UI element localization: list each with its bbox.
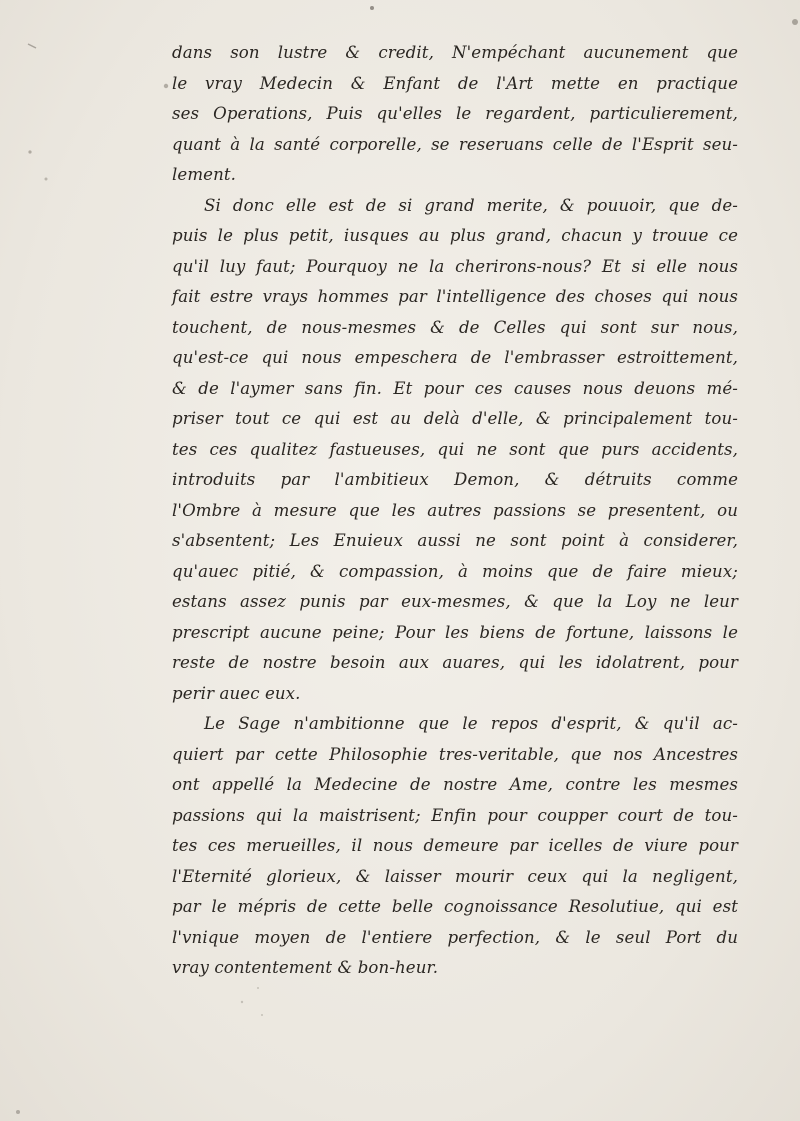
text-line: lement.	[172, 165, 237, 184]
text-line: estans assez punis par eux-mesmes, & que la Loy ne leur	[172, 592, 738, 611]
text-line: prescript aucune peine; Pour les biens de fortune, laissons le	[172, 622, 738, 642]
text-line: ont appellé la Medecine de nostre Ame, contre les mesmes	[172, 775, 738, 794]
text-line: Si donc elle est de si grand merite, & pouuoir, que de-	[204, 195, 738, 215]
paragraph-2	[172, 191, 738, 710]
text-line: dans son lustre & credit, N'empéchant aucunement que	[172, 43, 738, 62]
text-line: vray contentement & bon-heur.	[172, 958, 439, 977]
text-line: touchent, de nous-mesmes & de Celles qui sont sur nous,	[172, 317, 738, 337]
text-line: perir auec eux.	[172, 683, 301, 703]
text-line: ses Operations, Puis qu'elles le regardent, particulierement,	[172, 104, 738, 123]
text-line: l'Ombre à mesure que les autres passions se presentent, ou	[172, 500, 738, 520]
text-line: tes ces merueilles, il nous demeure par icelles de viure pour	[172, 836, 738, 855]
text-line: & de l'aymer sans fin. Et pour ces causes nous deuons mé-	[172, 378, 738, 398]
text-block	[172, 38, 738, 984]
text-line: fait estre vrays hommes par l'intelligence des choses qui nous	[172, 287, 738, 306]
text-line: qu'auec pitié, & compassion, à moins que de faire mieux;	[172, 561, 738, 581]
text-line: Le Sage n'ambitionne que le repos d'esprit, & qu'il ac-	[204, 714, 738, 733]
text-line: reste de nostre besoin aux auares, qui les idolatrent, pour	[172, 653, 738, 672]
paragraph-1	[172, 38, 738, 191]
text-line: quiert par cette Philosophie tres-veritable, que nos Ancestres	[172, 744, 738, 764]
text-line: qu'il luy faut; Pourquoy ne la cherirons-nous? Et si elle nous	[172, 256, 738, 276]
text-line: priser tout ce qui est au delà d'elle, & principalement tou-	[172, 409, 738, 428]
text-line: passions qui la maistrisent; Enfin pour coupper court de tou-	[172, 805, 738, 825]
text-line: le vray Medecin & Enfant de l'Art mette en practique	[172, 73, 738, 93]
text-line: par le mépris de cette belle cognoissance Resolutiue, qui est	[172, 897, 738, 916]
text-line: tes ces qualitez fastueuses, qui ne sont que purs accidents,	[172, 439, 738, 459]
text-line: qu'est-ce qui nous empeschera de l'embrasser estroittement,	[172, 348, 738, 367]
text-line: quant à la santé corporelle, se reseruans celle de l'Esprit seu-	[172, 134, 738, 154]
text-line: introduits par l'ambitieux Demon, & détruits comme	[172, 470, 738, 489]
text-line: l'Eternité glorieux, & laisser mourir ceux qui la negligent,	[172, 866, 738, 886]
paragraph-3	[172, 709, 738, 984]
text-line: s'absentent; Les Enuieux aussi ne sont point à considerer,	[172, 531, 738, 550]
text-line: puis le plus petit, iusques au plus grand, chacun y trouue ce	[172, 226, 738, 245]
text-line: l'vnique moyen de l'entiere perfection, & le seul Port du	[172, 927, 738, 947]
